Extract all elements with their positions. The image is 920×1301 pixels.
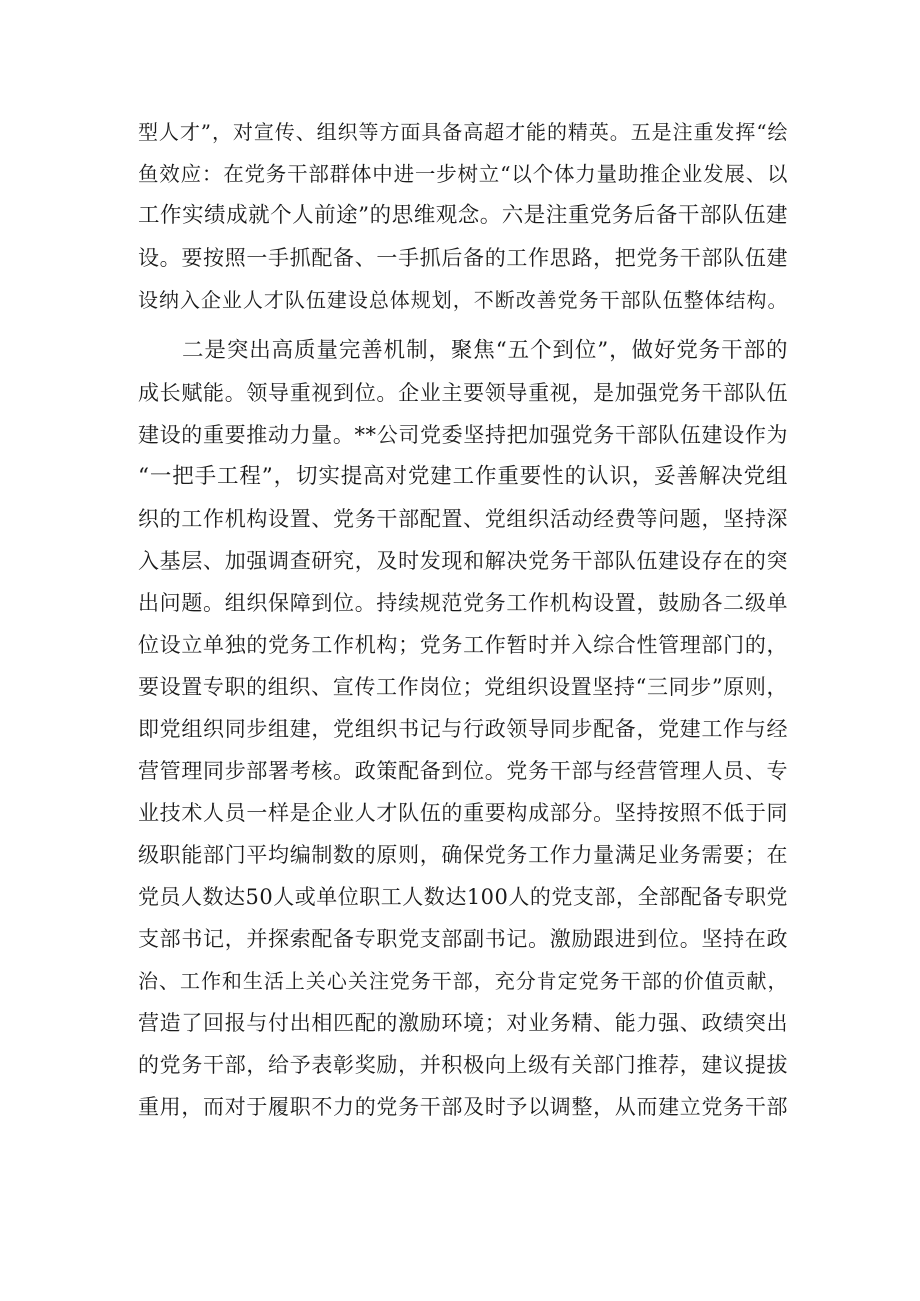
text-line: 要设置专职的组织、宣传工作岗位；党组织设置坚持“三同步”原则， xyxy=(138,675,788,699)
text-line: 成长赋能。领导重视到位。企业主要领导重视，是加强党务干部队伍 xyxy=(138,381,788,405)
text-line: “一把手工程”，切实提高对党建工作重要性的认识，妥善解决党组 xyxy=(138,464,788,489)
text-line: 织的工作机构设置、党务干部配置、党组织活动经费等问题，坚持深 xyxy=(138,507,788,531)
text-line: 工作实绩成就个人前途”的思维观念。六是注重党务后备干部队伍建 xyxy=(138,203,788,228)
text-line: 重用，而对于履职不力的党务干部及时予以调整，从而建立党务干部 xyxy=(138,1095,788,1119)
text-line: 设。要按照一手抓配备、一手抓后备的工作思路，把党务干部队伍建 xyxy=(138,246,788,270)
paragraph-start-line: 二是突出高质量完善机制，聚焦“五个到位”，做好党务干部的 xyxy=(182,338,788,363)
text-line: 设纳入企业人才队伍建设总体规划，不断改善党务干部队伍整体结构。 xyxy=(138,288,788,312)
text-line: 位设立单独的党务工作机构；党务工作暂时并入综合性管理部门的， xyxy=(138,633,788,657)
text-line: 入基层、加强调查研究，及时发现和解决党务干部队伍建设存在的突 xyxy=(138,549,788,573)
text-line: 业技术人员一样是企业人才队伍的重要构成部分。坚持按照不低于同 xyxy=(138,801,788,825)
text-line: 出问题。组织保障到位。持续规范党务工作机构设置，鼓励各二级单 xyxy=(138,591,788,615)
text-line: 型人才”，对宣传、组织等方面具备高超才能的精英。五是注重发挥“绘 xyxy=(138,120,788,144)
text-line: 级职能部门平均编制数的原则，确保党务工作力量满足业务需要；在 xyxy=(138,843,788,867)
text-line: 建设的重要推动力量。**公司党委坚持把加强党务干部队伍建设作为 xyxy=(138,423,788,447)
text-line: 营管理同步部署考核。政策配备到位。党务干部与经营管理人员、专 xyxy=(138,759,788,783)
text-line: 即党组织同步组建，党组织书记与行政领导同步配备，党建工作与经 xyxy=(138,717,788,741)
text-line: 治、工作和生活上关心关注党务干部，充分肯定党务干部的价值贡献， xyxy=(138,969,788,993)
text-line: 营造了回报与付出相匹配的激励环境；对业务精、能力强、政绩突出 xyxy=(138,1011,788,1035)
text-line: 鱼效应：在党务干部群体中进一步树立“以个体力量助推企业发展、以 xyxy=(138,162,788,186)
text-line: 支部书记，并探索配备专职党支部副书记。激励跟进到位。坚持在政 xyxy=(138,927,788,951)
text-line: 党员人数达50人或单位职工人数达100人的党支部，全部配备专职党 xyxy=(138,885,788,909)
text-line: 的党务干部，给予表彰奖励，并积极向上级有关部门推荐，建议提拔 xyxy=(138,1053,788,1077)
